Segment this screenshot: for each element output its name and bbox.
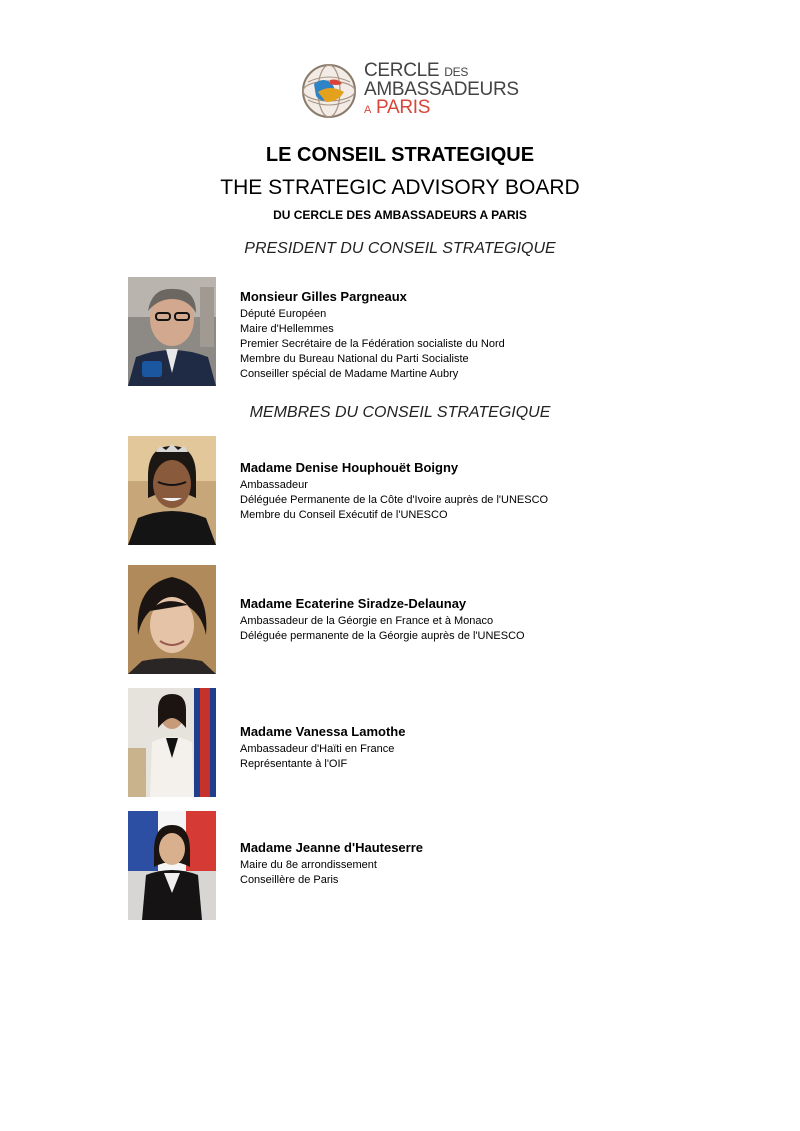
person-role: Ambassadeur d'Haïti en France	[240, 743, 395, 755]
logo-word-a: A	[364, 104, 372, 116]
member-entry	[240, 459, 548, 523]
person-role: Conseillère de Paris	[240, 874, 339, 886]
person-name: Madame Ecaterine Siradze-Delaunay	[240, 596, 467, 611]
person-role: Maire du 8e arrondissement	[240, 859, 377, 871]
page-tagline: DU CERCLE DES AMBASSADEURS A PARIS	[273, 208, 527, 222]
organization-logo	[300, 60, 519, 120]
person-name: Madame Jeanne d'Hauteserre	[240, 840, 424, 855]
person-role: Premier Secrétaire de la Fédération socialiste du Nord	[240, 338, 505, 350]
page-title: LE CONSEIL STRATEGIQUE	[265, 144, 535, 166]
person-name: Madame Denise Houphouët Boigny	[240, 460, 459, 475]
photo-vanessa-lamothe	[128, 688, 216, 797]
person-role: Membre du Conseil Exécutif de l'UNESCO	[240, 509, 448, 521]
person-name: Madame Vanessa Lamothe	[240, 724, 406, 739]
logo-word-cercle: CERCLE	[364, 60, 440, 81]
person-role: Député Européen	[240, 308, 327, 320]
globe-icon	[300, 62, 358, 120]
photo-jeanne-dhauteserre	[128, 811, 216, 920]
photo-ecaterine-siradze-delaunay	[128, 565, 216, 674]
person-role: Représentante à l'OIF	[240, 758, 348, 770]
person-role: Déléguée Permanente de la Côte d'Ivoire auprès de l'UNESCO	[240, 494, 549, 506]
person-role: Conseiller spécial de Madame Martine Aubry	[240, 368, 459, 380]
person-role: Déléguée permanente de la Géorgie auprès de l'UNESCO	[240, 630, 525, 642]
page-subtitle: THE STRATEGIC ADVISORY BOARD	[220, 176, 580, 199]
member-entry	[240, 595, 525, 644]
photo-gilles-pargneaux	[128, 277, 216, 386]
person-role: Membre du Bureau National du Parti Socialiste	[240, 353, 469, 365]
person-role: Maire d'Hellemmes	[240, 323, 334, 335]
logo-word-ambassadeurs: AMBASSADEURS	[364, 79, 519, 100]
president-entry	[240, 288, 505, 382]
section-heading-members: MEMBRES DU CONSEIL STRATEGIQUE	[249, 404, 551, 421]
logo-word-paris: PARIS	[376, 97, 431, 118]
logo-word-des: DES	[444, 65, 469, 79]
member-entry	[240, 723, 405, 772]
person-role: Ambassadeur	[240, 479, 308, 491]
section-heading-president: PRESIDENT DU CONSEIL STRATEGIQUE	[244, 240, 556, 257]
photo-denise-houphouet-boigny	[128, 436, 216, 545]
member-entry	[240, 839, 423, 888]
person-role: Ambassadeur de la Géorgie en France et à Monaco	[240, 615, 494, 627]
person-name: Monsieur Gilles Pargneaux	[240, 289, 407, 304]
